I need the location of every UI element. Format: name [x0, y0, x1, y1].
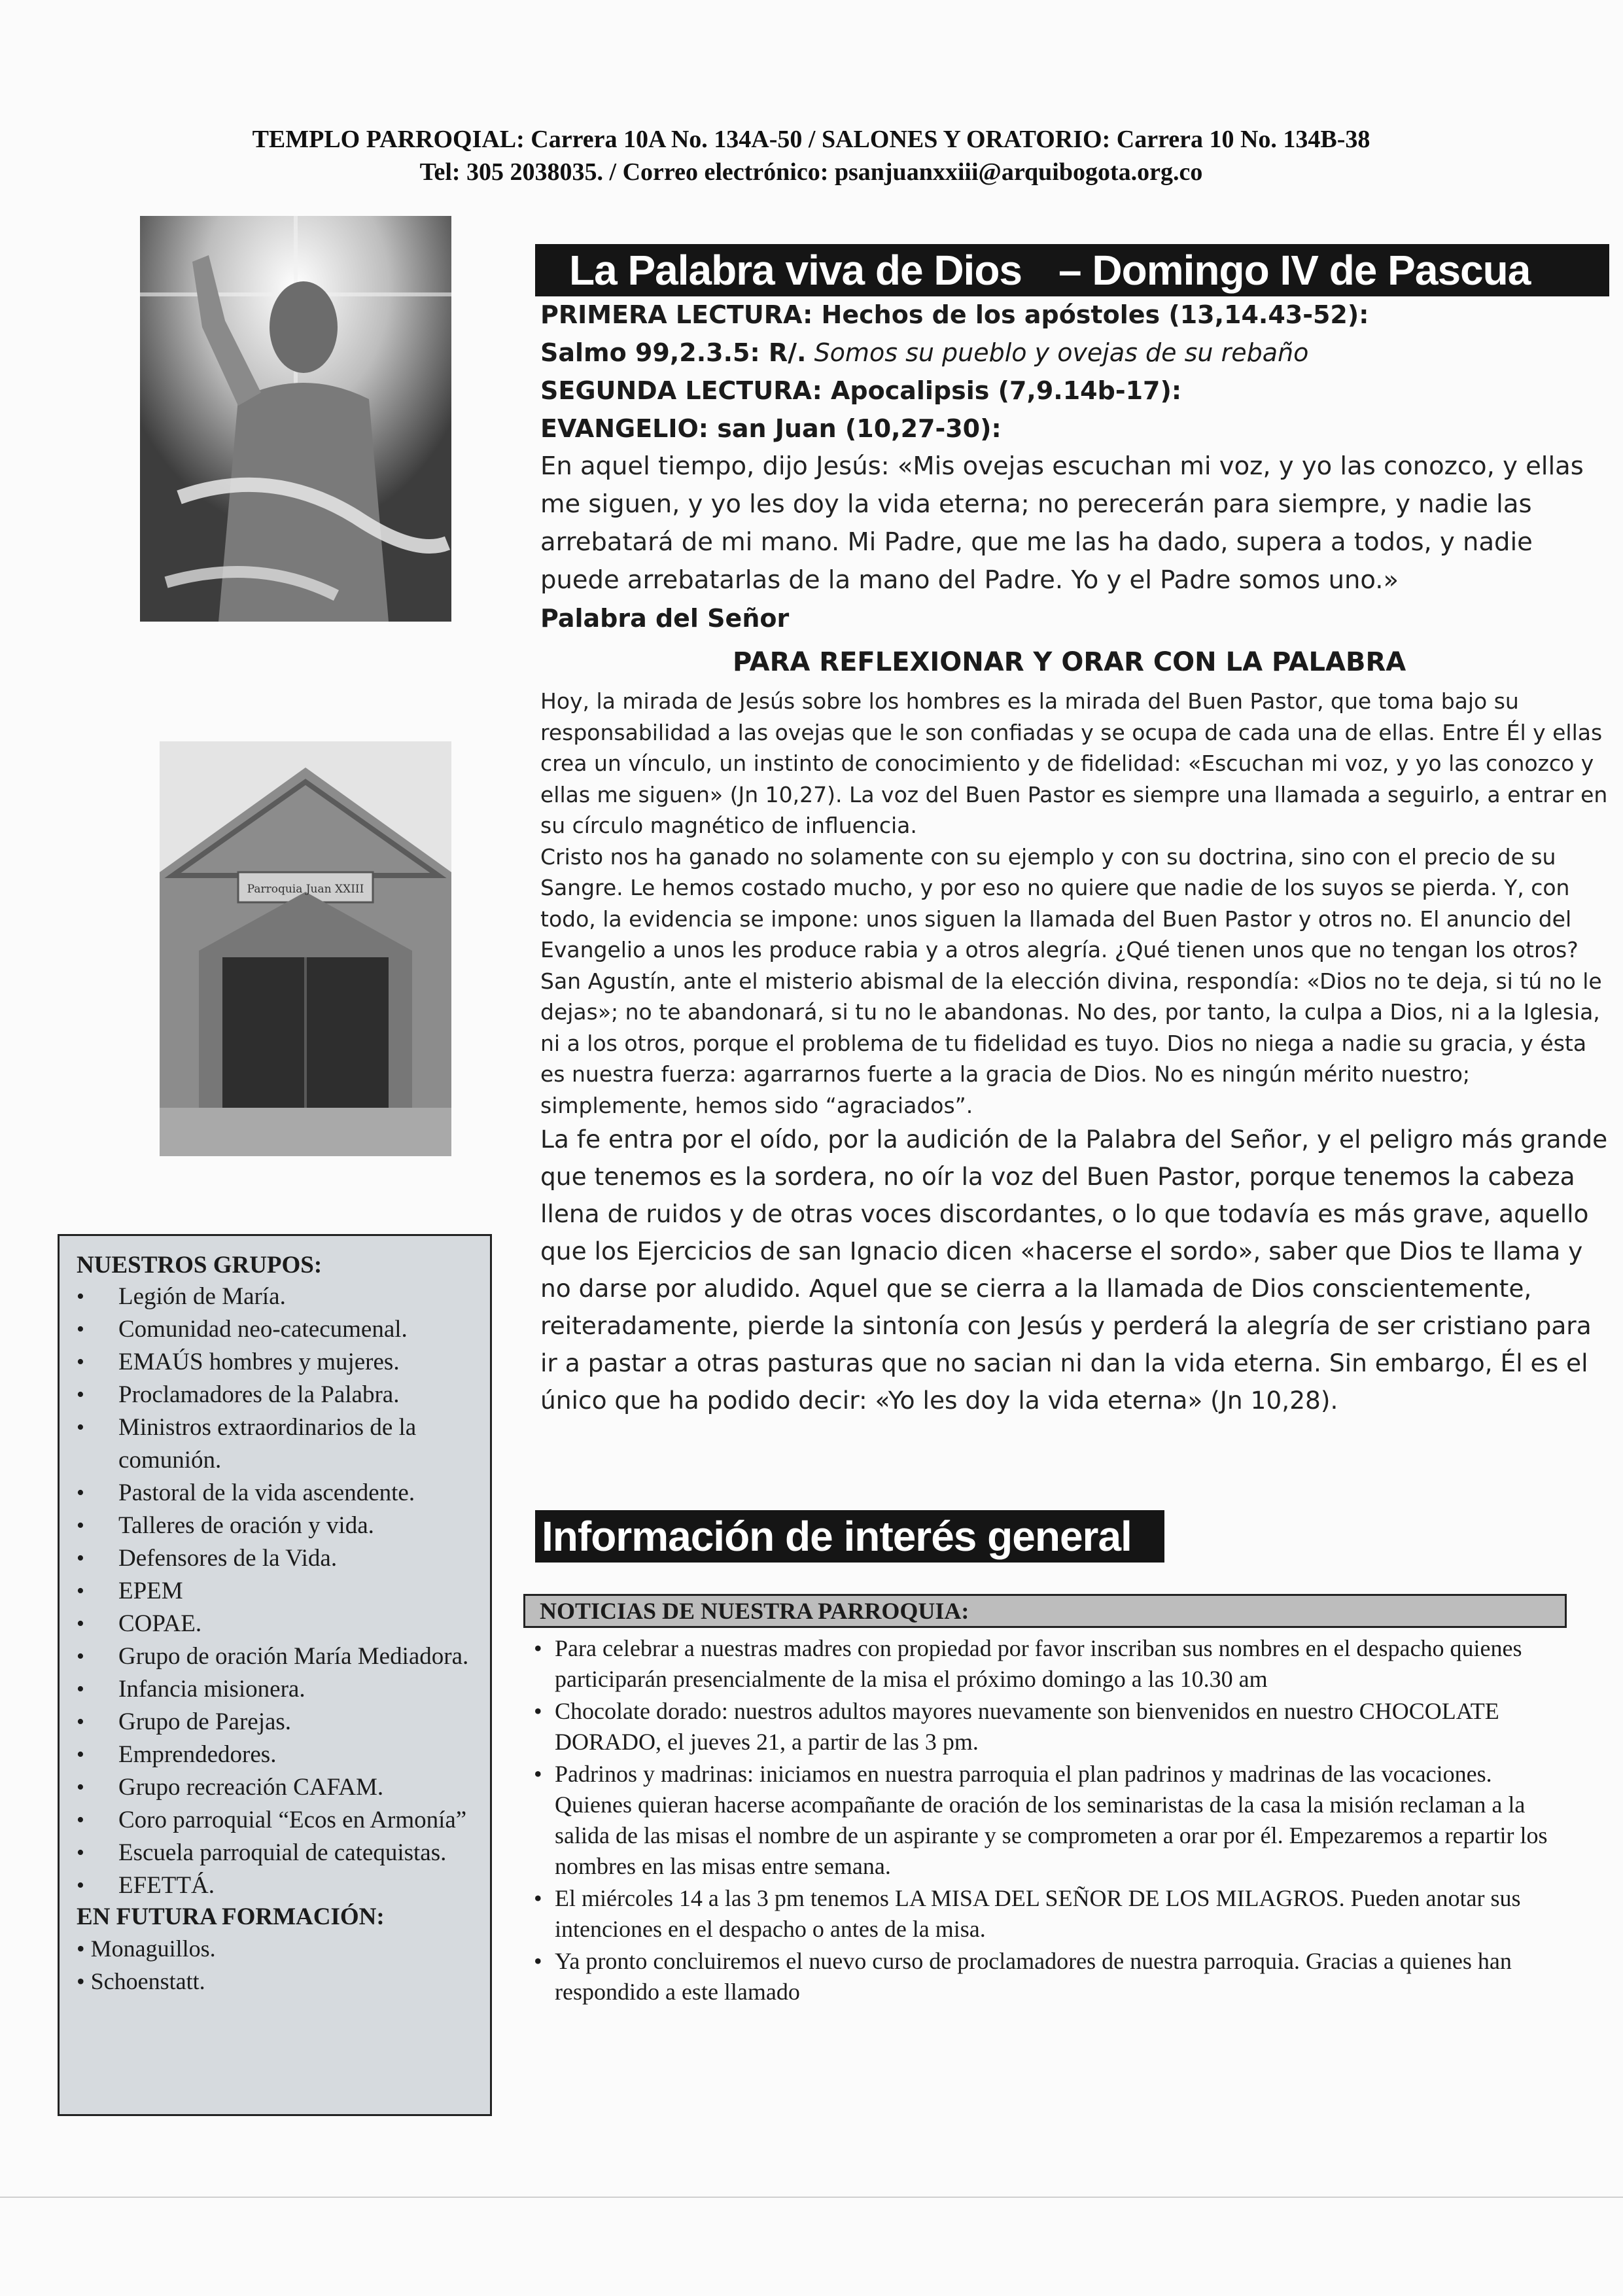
group-item: • COPAE.: [77, 1608, 477, 1640]
christ-illustration: [140, 216, 451, 622]
church-image: [160, 741, 451, 1156]
group-item: • Legión de María.: [77, 1280, 477, 1313]
gospel-closing: Palabra del Señor: [540, 604, 790, 633]
gospel-reference: EVANGELIO: san Juan (10,27-30):: [540, 414, 1002, 443]
group-item: • Pastoral de la vida ascendente.: [77, 1477, 477, 1510]
reflection-text: [540, 686, 1613, 1419]
footer-divider: [0, 2197, 1623, 2198]
reflection-paragraph-2: Cristo nos ha ganado no solamente con su ejemplo y con su doctrina, sino con el precio de su Sangre. Le hemos costado mucho, y por eso no quiere que nadie de los suyos se pierda. Y, con todo, la evidencia se impone: unos siguen la llamada del Buen Pastor y otros no. El anuncio del Evangelio a unos les produce rabia y a otros alegría. ¿Qué tienen unos que no tengan los otros? San Agustín, ante el misterio abismal de la elección divina, respondía: «Dios no te deja, si tú no le dejas»; no te abandonará, si tu no le abandonas. No des, por tanto, la culpa a Dios, ni a la Iglesia, ni a los otros, porque el problema de tu fidelidad es tuyo. Dios no niega a nadie su gracia, y ésta es nuestra fuerza: agarrarnos fuerte a la gracia de Dios. No es ningún mérito nuestro; simplemente, hemos sido “agraciados”.: [540, 843, 1602, 1118]
future-formation-title: EN FUTURA FORMACIÓN:: [77, 1903, 385, 1930]
christ-image: [140, 216, 451, 622]
group-item: • Grupo de oración María Mediadora.: [77, 1640, 477, 1673]
news-item: • Para celebrar a nuestras madres con propiedad por favor inscriban sus nombres en el despacho quienes participarán presencialmente de la misa el próximo domingo a las 10.30 am: [534, 1633, 1554, 1695]
gospel-text: En aquel tiempo, dijo Jesús: «Mis ovejas escuchan mi voz, y yo las conozco, y ellas me siguen, y yo les doy la vida eterna; no perecerán para siempre, y nadie las arrebatará de mi mano. Mi Padre, que me las ha dado, supera a todos, y nadie puede arrebatarlas de la mano del Padre. Yo y el Padre somos uno.»: [540, 451, 1584, 595]
group-item: • Infancia misionera.: [77, 1673, 477, 1706]
info-title: Información de interés general: [542, 1513, 1132, 1560]
news-list: [534, 1633, 1554, 2009]
reflection-paragraph-1: Hoy, la mirada de Jesús sobre los hombres es la mirada del Buen Pastor, que toma bajo su responsabilidad a las ovejas que le son confiadas y se ocupa de cada una de ellas. Entre Él y ellas crea un vínculo, un instinto de conocimiento y de fidelidad: «Escuchan mi voz, y yo las conozco y ellas me siguen» (Jn 10,27). La voz del Buen Pastor es siempre una llamada a seguirlo, a entrar en su círculo magnético de influencia.: [540, 688, 1608, 838]
first-reading: PRIMERA LECTURA: Hechos de los apóstoles (13,14.43-52):: [540, 300, 1369, 329]
group-item: • Ministros extraordinarios de la comunión.: [77, 1411, 477, 1477]
church-illustration: [160, 741, 451, 1156]
news-header: NOTICIAS DE NUESTRA PARROQUIA:: [523, 1594, 1567, 1628]
groups-box: [58, 1234, 492, 2116]
group-item: • EPEM: [77, 1575, 477, 1608]
group-item: • Grupo de Parejas.: [77, 1706, 477, 1739]
palabra-title: La Palabra viva de Dios: [569, 247, 1022, 294]
news-item: • Ya pronto concluiremos el nuevo curso de proclamadores de nuestra parroquia. Gracias a quienes han respondido a este llamado: [534, 1946, 1554, 2007]
contact-line: Tel: 305 2038035. / Correo electrónico: psanjuanxxiii@arquibogota.org.co: [419, 158, 1203, 186]
readings-section: [540, 296, 1613, 637]
group-item: • Coro parroquial “Ecos en Armonía”: [77, 1804, 477, 1837]
church-sign: Parroquia Juan XXIII: [247, 883, 364, 896]
group-item: • Defensores de la Vida.: [77, 1542, 477, 1575]
groups-list: [77, 1280, 477, 1902]
psalm-response: Somos su pueblo y ovejas de su rebaño: [806, 338, 1309, 367]
info-title-bar: [535, 1510, 1164, 1563]
group-item: • EFETTÁ.: [77, 1869, 477, 1902]
psalm-label: Salmo 99,2.3.5: R/.: [540, 338, 807, 367]
future-item: • Schoenstatt.: [77, 1968, 205, 1994]
second-reading: SEGUNDA LECTURA: Apocalipsis (7,9.14b-17):: [540, 376, 1182, 405]
parish-contact-header: [98, 123, 1524, 188]
group-item: • Talleres de oración y vida.: [77, 1510, 477, 1542]
psalm: [540, 334, 1613, 372]
group-item: • Proclamadores de la Palabra.: [77, 1379, 477, 1411]
reflection-heading: PARA REFLEXIONAR Y ORAR CON LA PALABRA: [733, 647, 1406, 677]
group-item: • Escuela parroquial de catequistas.: [77, 1837, 477, 1869]
sunday-title: – Domingo IV de Pascua: [1058, 247, 1531, 294]
group-item: • Comunidad neo-catecumenal.: [77, 1313, 477, 1346]
news-item: • Chocolate dorado: nuestros adultos mayores nuevamente son bienvenidos en nuestro CHOCOLATE DORADO, el jueves 21, a partir de las 3 pm.: [534, 1696, 1554, 1757]
reflection-paragraph-3: La fe entra por el oído, por la audición de la Palabra del Señor, y el peligro más grande que tenemos es la sordera, no oír la voz del Buen Pastor, porque tenemos la cabeza llena de ruidos y de otras voces discordantes, o lo que todavía es más grave, aquello que los Ejercicios de san Ignacio dicen «hacerse el sordo», saber que Dios te llama y no darse por aludido. Aquel que se cierra a la llamada de Dios conscientemente, reiteradamente, pierde la sintonía con Jesús y perderá la alegría de ser cristiano para ir a pastar a otras pasturas que no sacian ni dan la vida eterna. Sin embargo, Él es el único que ha podido decir: «Yo les doy la vida eterna» (Jn 10,28).: [540, 1125, 1608, 1415]
future-formation-list: [77, 1932, 477, 1998]
news-item: • El miércoles 14 a las 3 pm tenemos LA MISA DEL SEÑOR DE LOS MILAGROS. Pueden anotar sus intenciones en el despacho o antes de la misa.: [534, 1883, 1554, 1945]
future-item: • Monaguillos.: [77, 1935, 216, 1962]
group-item: • Grupo recreación CAFAM.: [77, 1771, 477, 1804]
group-item: • EMAÚS hombres y mujeres.: [77, 1346, 477, 1379]
groups-title: NUESTROS GRUPOS:: [77, 1252, 323, 1279]
palabra-title-bar: [535, 244, 1609, 296]
group-item: • Emprendedores.: [77, 1739, 477, 1771]
address-line: TEMPLO PARROQIAL: Carrera 10A No. 134A-50 / SALONES Y ORATORIO: Carrera 10 No. 134B-38: [252, 126, 1370, 153]
news-item: • Padrinos y madrinas: iniciamos en nuestra parroquia el plan padrinos y madrinas de las vocaciones. Quienes quieran hacerse acompañante de oración de los seminaristas de la casa la misión reclaman a la salida de las misas el nombre de un aspirante y se comprometen a orar por él. Empezaremos a repartir los nombres en las misas entre semana.: [534, 1759, 1554, 1882]
